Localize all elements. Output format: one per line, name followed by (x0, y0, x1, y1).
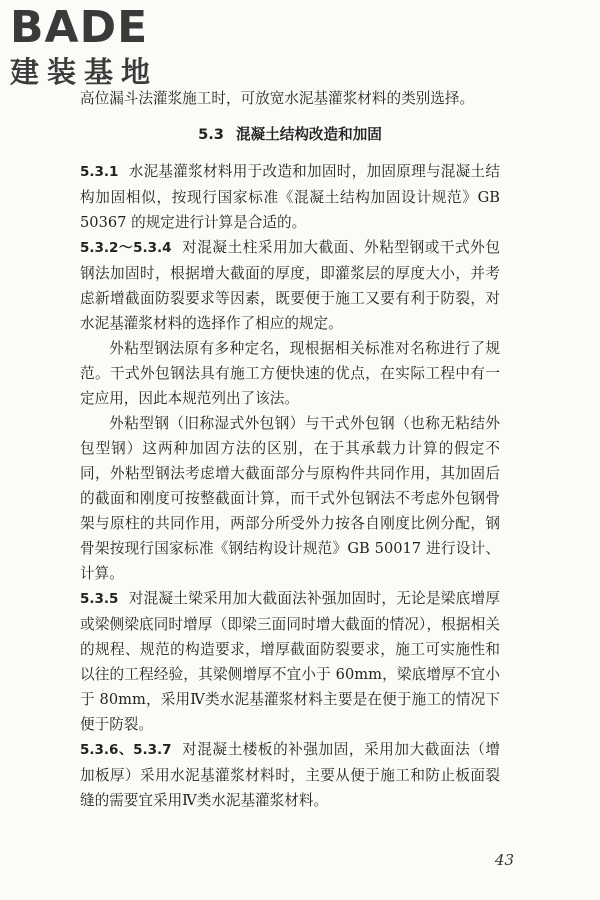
clause-number: 5.3.1 (80, 164, 119, 180)
clause-number: 5.3.5 (80, 591, 119, 607)
clause-paragraph (80, 586, 500, 737)
clause-text: 对混凝土柱采用加大截面、外粘型钢或干式外包钢法加固时，根据增大截面的厚度，即灌浆层的厚度大小，并考虑新增截面防裂要求等因素，既要便于施工又要有利于防裂，对水泥基灌浆材料的选择作了相应的规定。 (80, 239, 500, 332)
document-page (80, 86, 500, 813)
bade-logo (6, 2, 176, 90)
clause-text: 对混凝土楼板的补强加固，采用加大截面法（增加板厚）采用水泥基灌浆材料时，主要从便于施工和防止板面裂缝的需要宜采用Ⅳ类水泥基灌浆材料。 (80, 741, 500, 809)
page-number: 43 (494, 851, 514, 869)
clause-text: 水泥基灌浆材料用于改造和加固时，加固原理与混凝土结构加固相似，按现行国家标准《混凝土结构加固设计规范》GB 50367 的规定进行计算是合适的。 (80, 163, 500, 231)
section-title: 混凝土结构改造和加固 (235, 126, 382, 143)
clause-paragraph (80, 159, 500, 235)
logo-brand-text: BADE (10, 2, 149, 53)
clause-number: 5.3.2～5.3.4 (80, 240, 172, 256)
section-heading (80, 122, 500, 147)
clause-paragraph-continued: 外粘型钢（旧称湿式外包钢）与干式外包钢（也称无粘结外包型钢）这两种加固方法的区别，在于其承载力计算的假定不同，外粘型钢法考虑增大截面部分与原构件共同作用，其加固后的截面和刚度可按整截面计算，而干式外包钢法不考虑外包钢骨架与原柱的共同作用，两部分所受外力按各自刚度比例分配，钢骨架按现行国家标准《钢结构设计规范》GB 50017 进行设计、计算。 (80, 415, 500, 582)
continuation-paragraph: 高位漏斗法灌浆施工时，可放宽水泥基灌浆材料的类别选择。 (80, 90, 475, 107)
clause-number: 5.3.6、5.3.7 (80, 742, 172, 758)
clause-paragraph (80, 737, 500, 813)
clause-text: 对混凝土梁采用加大截面法补强加固时，无论是梁底增厚或梁侧梁底同时增厚（即梁三面同时增大截面的情况），根据相关的规程、规范的构造要求，增厚截面防裂要求，施工可实施性和以往的工程经验，其梁侧增厚不宜小于 60mm，梁底增厚不宜小于 80mm，采用Ⅳ类水泥基灌浆材料主要是在便于施工的情况下便于防裂。 (80, 590, 500, 733)
clause-paragraph (80, 235, 500, 336)
section-number: 5.3 (198, 126, 224, 143)
clause-paragraph-continued: 外粘型钢法原有多种定名，现根据相关标准对名称进行了规范。干式外包钢法具有施工方便快速的优点，在实际工程中有一定应用，因此本规范列出了该法。 (80, 340, 500, 407)
logo-subtitle-text: 建装基地 (10, 55, 159, 89)
